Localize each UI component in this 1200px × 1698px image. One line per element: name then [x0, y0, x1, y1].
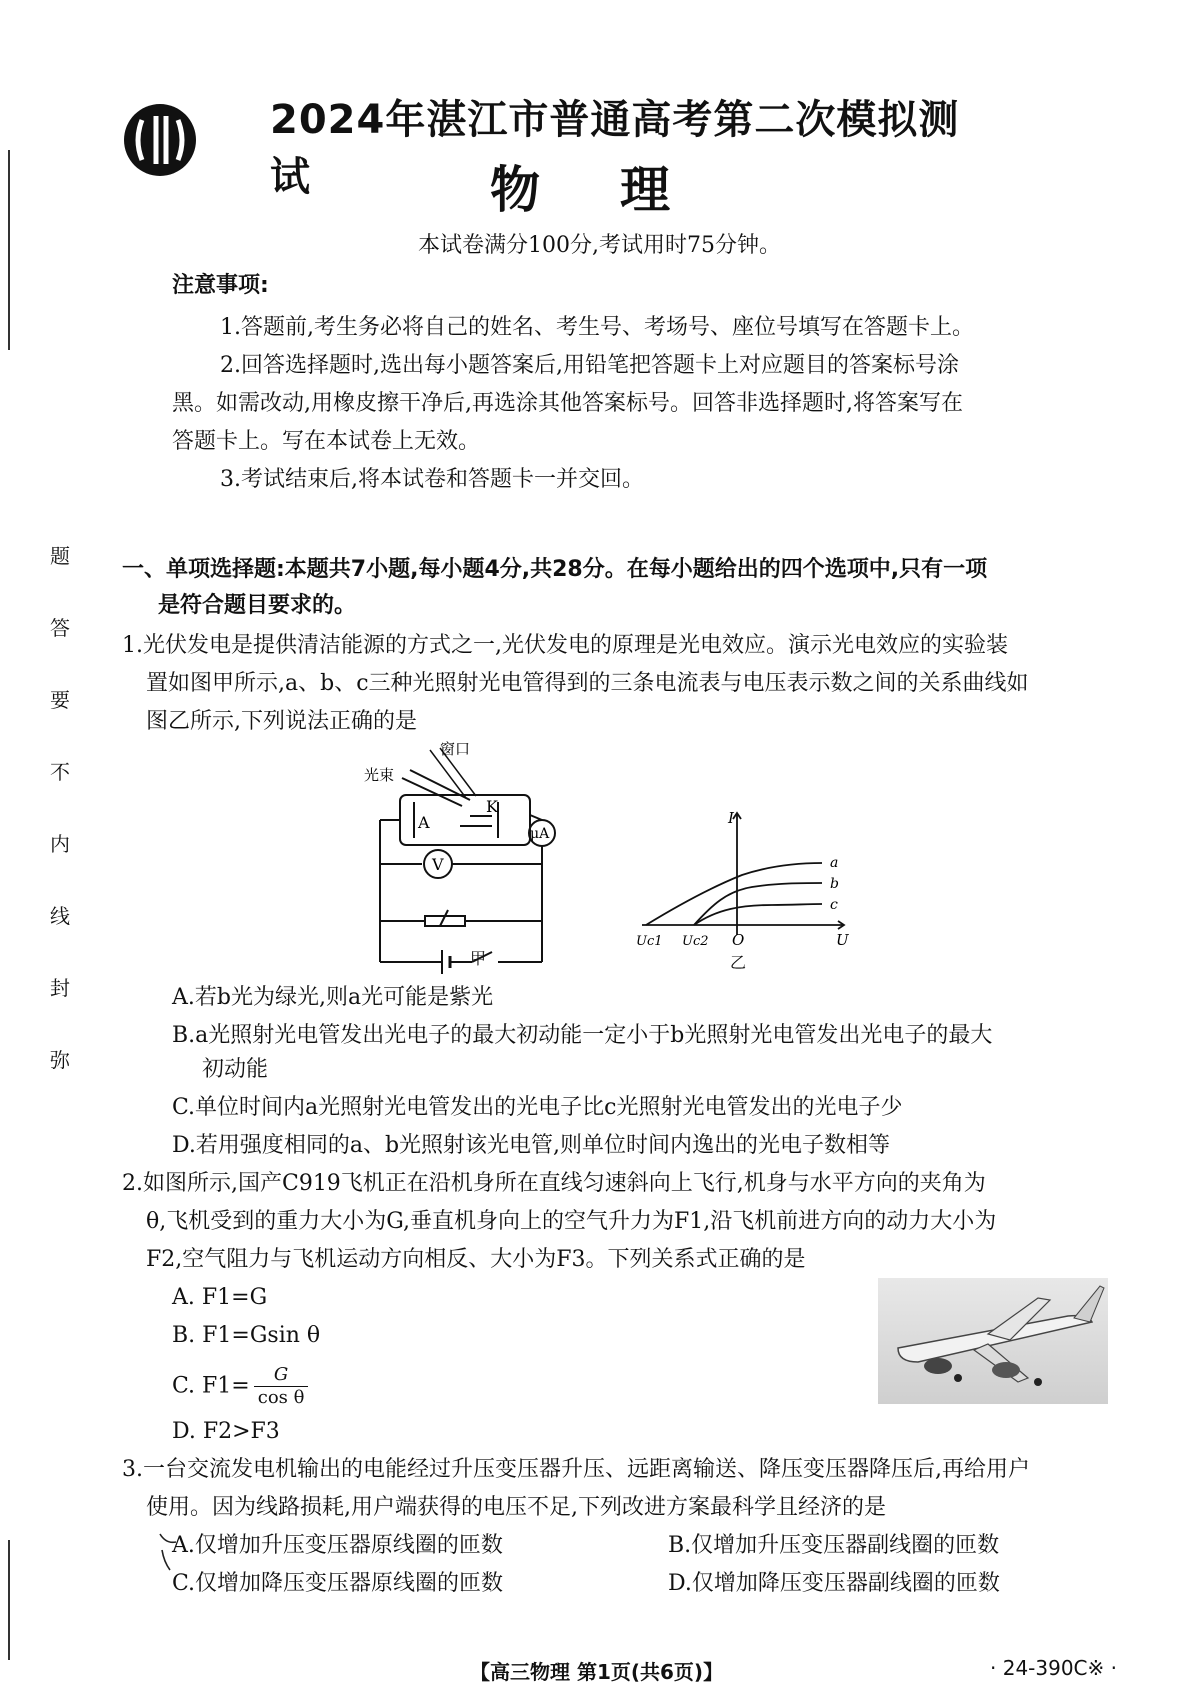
section-heading [122, 552, 1132, 624]
exam-logo-icon [120, 100, 200, 180]
paper-code: · 24-390C※ · [990, 1656, 1117, 1680]
option-a: A.若b光为绿光,则a光可能是紫光 [172, 985, 494, 1010]
question-line: 使用。因为线路损耗,用户端获得的电压不足,下列改进方案最科学且经济的是 [146, 1495, 886, 1520]
option-b: B.仅增加升压变压器副线圈的匝数 [668, 1533, 1000, 1558]
note-line: 答题卡上。写在本试卷上无效。 [172, 429, 481, 454]
window-label: 窗口 [440, 740, 471, 758]
margin-rule-bottom [8, 1540, 10, 1660]
curve-label-a: a [830, 855, 839, 871]
question-line: 1.光伏发电是提供清洁能源的方式之一,光伏发电的原理是光电效应。演示光电效应的实验装 [122, 633, 1008, 658]
graph-ylabel: I [728, 809, 734, 827]
seal-char: 内 [50, 832, 70, 856]
graph-xlabel: U [836, 931, 849, 949]
figure-yi-caption: 乙 [730, 953, 747, 972]
question-line: 3.一台交流发电机输出的电能经过升压变压器升压、远距离输送、降压变压器降压后,再给用户 [122, 1457, 1030, 1482]
margin-rule-top [8, 150, 10, 350]
option-d: D. F2>F3 [172, 1419, 280, 1444]
option-a: A.仅增加升压变压器原线圈的匝数 [172, 1533, 503, 1558]
fraction [254, 1364, 309, 1409]
option-d: D.仅增加降压变压器副线圈的匝数 [668, 1571, 1000, 1596]
section-line: 一、单项选择题:本题共7小题,每小题4分,共28分。在每小题给出的四个选项中,只有一项 [122, 557, 988, 582]
graph-uc2: Uc2 [682, 934, 709, 949]
figure-jia-caption: 甲 [470, 949, 487, 968]
question-line: 置如图甲所示,a、b、c三种光照射光电管得到的三条电流表与电压表示数之间的关系曲线如 [146, 671, 1029, 696]
seal-char: 封 [50, 976, 70, 1000]
option-a: A. F1=G [172, 1285, 268, 1310]
note-line: 黑。如需改动,用橡皮擦干净后,再选涂其他答案标号。回答非选择题时,将答案写在 [172, 391, 963, 416]
exam-info: 本试卷满分100分,考试用时75分钟。 [418, 233, 781, 258]
notes-heading: 注意事项: [172, 273, 269, 298]
section-line: 是符合题目要求的。 [158, 593, 357, 618]
note-line: 2.回答选择题时,选出每小题答案后,用铅笔把答题卡上对应题目的答案标号涂 [220, 353, 959, 378]
graph-origin: O [732, 931, 745, 949]
figure-jia-circuit [364, 740, 580, 970]
option-d: D.若用强度相同的a、b光照射该光电管,则单位时间内逸出的光电子数相等 [172, 1133, 891, 1158]
note-line: 1.答题前,考生务必将自己的姓名、考生号、考场号、座位号填写在答题卡上。 [220, 315, 974, 340]
subject-title: 物理 [490, 161, 750, 219]
option-c-prefix: C. F1= [172, 1373, 250, 1399]
figure-yi-graph [632, 805, 862, 970]
ammeter-label: μA [530, 826, 550, 842]
seal-char: 线 [50, 904, 70, 928]
seal-char: 弥 [50, 1048, 70, 1072]
curve-label-b: b [830, 876, 839, 892]
airplane-icon [878, 1278, 1108, 1404]
anode-label: A [418, 813, 430, 832]
option-c: C.仅增加降压变压器原线圈的匝数 [172, 1571, 504, 1596]
voltmeter-label: V [432, 855, 444, 874]
question-line: F2,空气阻力与飞机运动方向相反、大小为F3。下列关系式正确的是 [146, 1247, 806, 1272]
fraction-denominator: cos θ [257, 1387, 305, 1408]
beam-label: 光束 [364, 766, 395, 784]
option-c [172, 1364, 308, 1409]
curve-label-c: c [830, 897, 838, 913]
graph-uc1: Uc1 [636, 934, 663, 949]
question-line: 2.如图所示,国产C919飞机正在沿机身所在直线匀速斜向上飞行,机身与水平方向的夹角为 [122, 1171, 986, 1196]
note-line: 3.考试结束后,将本试卷和答题卡一并交回。 [220, 467, 644, 492]
page-footer: 【高三物理 第1页(共6页)】 [470, 1660, 724, 1684]
seal-char: 不 [50, 760, 70, 784]
cathode-label: K [486, 797, 498, 816]
seal-char: 题 [50, 544, 70, 568]
question-line: θ,飞机受到的重力大小为G,垂直机身向上的空气升力为F1,沿飞机前进方向的动力大小为 [146, 1209, 997, 1234]
question-line: 图乙所示,下列说法正确的是 [146, 709, 417, 734]
handwritten-check-mark [156, 1530, 182, 1574]
exam-title: 2024年湛江市普通高考第二次模拟测试 [270, 97, 960, 200]
seal-char: 要 [50, 688, 70, 712]
fraction-numerator: G [254, 1364, 309, 1387]
option-c: C.单位时间内a光照射光电管发出的光电子比c光照射光电管发出的光电子少 [172, 1095, 903, 1120]
c919-photo [878, 1278, 1108, 1404]
seal-char: 答 [50, 616, 70, 640]
option-b-cont: 初动能 [202, 1057, 269, 1082]
option-b: B. F1=Gsin θ [172, 1323, 321, 1348]
option-b: B.a光照射光电管发出光电子的最大初动能一定小于b光照射光电管发出光电子的最大 [172, 1023, 993, 1048]
